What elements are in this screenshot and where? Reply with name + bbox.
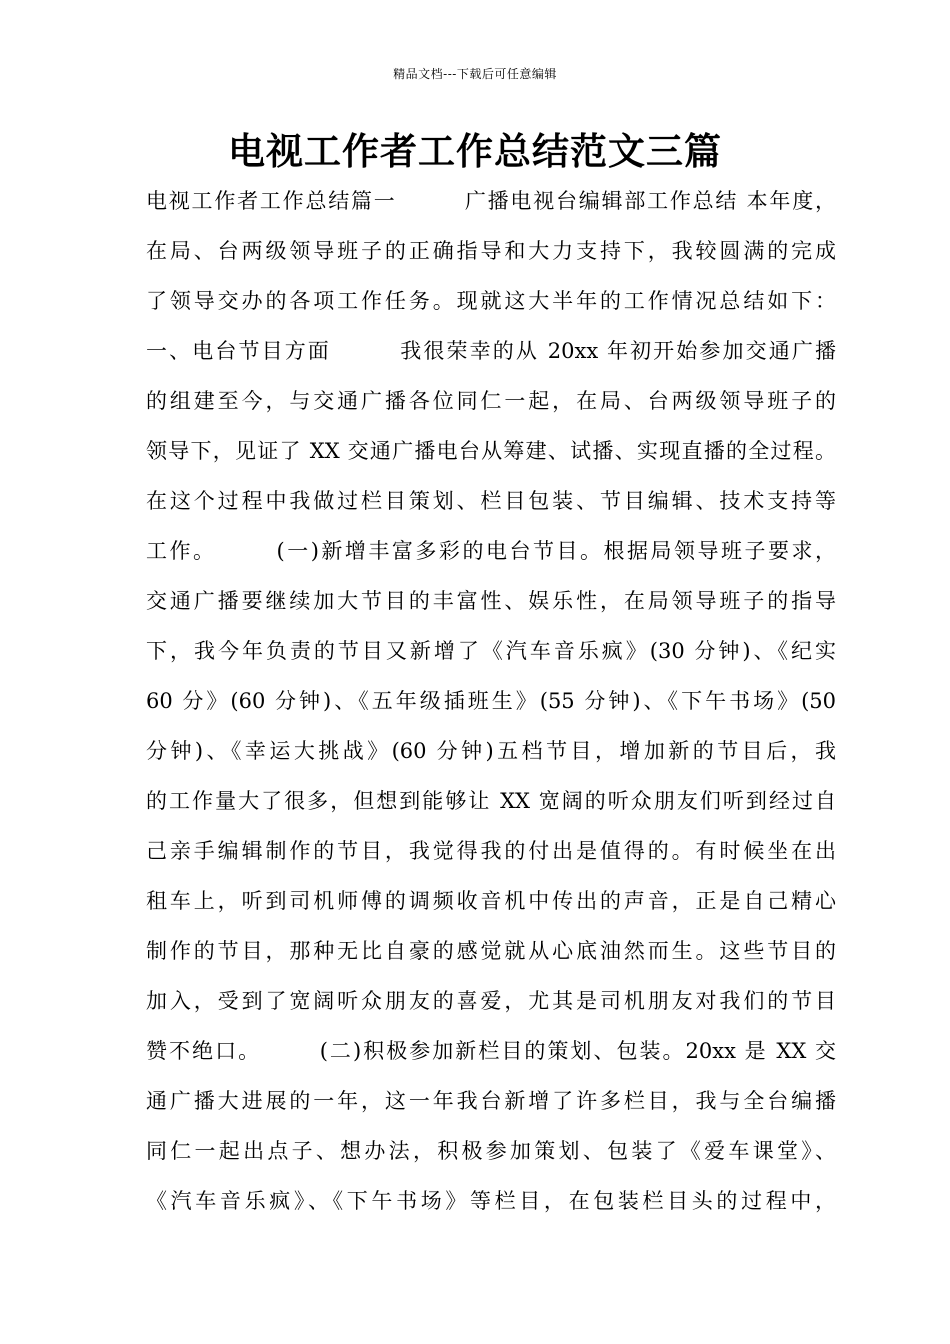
body-line: 在这个过程中我做过栏目策划、栏目包装、节目编辑、技术支持等 [146,489,836,513]
body-line: 工作。 (一)新增丰富多彩的电台节目。根据局领导班子要求， [146,539,836,563]
body-line: 赞不绝口。 (二)积极参加新栏目的策划、包装。20xx 是 XX 交 [146,1039,836,1063]
body-line: 加入，受到了宽阔听众朋友的喜爱，尤其是司机朋友对我们的节目 [146,989,836,1013]
body-line: 的工作量大了很多，但想到能够让 XX 宽阔的听众朋友们听到经过自 [146,789,836,813]
body-line: 在局、台两级领导班子的正确指导和大力支持下，我较圆满的完成 [146,239,836,263]
body-line: 交通广播要继续加大节目的丰富性、娱乐性，在局领导班子的指导 [146,589,836,613]
body-line: 一、电台节目方面 我很荣幸的从 20xx 年初开始参加交通广播 [146,339,836,363]
body-line: 下，我今年负责的节目又新增了《汽车音乐疯》(30 分钟)、《纪实 [146,639,836,663]
header-note: 精品文档---下载后可任意编辑 [393,67,557,81]
body-line: 通广播大进展的一年，这一年我台新增了许多栏目，我与全台编播 [146,1089,836,1113]
body-line: 了领导交办的各项工作任务。现就这大半年的工作情况总结如下： [146,289,836,313]
body-line: 租车上，听到司机师傅的调频收音机中传出的声音，正是自己精心 [146,889,836,913]
document-title: 电视工作者工作总结范文三篇 [228,130,722,173]
document-body [146,181,836,1231]
body-line: 制作的节目，那种无比自豪的感觉就从心底油然而生。这些节目的 [146,939,836,963]
body-line: 己亲手编辑制作的节目，我觉得我的付出是值得的。有时候坐在出 [146,839,836,863]
body-line: 60 分》(60 分钟)、《五年级插班生》(55 分钟)、《下午书场》(50 [146,689,836,713]
body-line: 《汽车音乐疯》、《下午书场》等栏目，在包装栏目头的过程中， [146,1189,836,1213]
body-line: 的组建至今，与交通广播各位同仁一起，在局、台两级领导班子的 [146,389,836,413]
body-line: 领导下，见证了 XX 交通广播电台从筹建、试播、实现直播的全过程。 [146,439,836,463]
body-line: 同仁一起出点子、想办法，积极参加策划、包装了《爱车课堂》、 [146,1139,836,1163]
body-line: 分钟)、《幸运大挑战》(60 分钟)五档节目，增加新的节目后，我 [146,739,836,763]
body-line: 电视工作者工作总结篇一 广播电视台编辑部工作总结 本年度， [146,189,836,213]
